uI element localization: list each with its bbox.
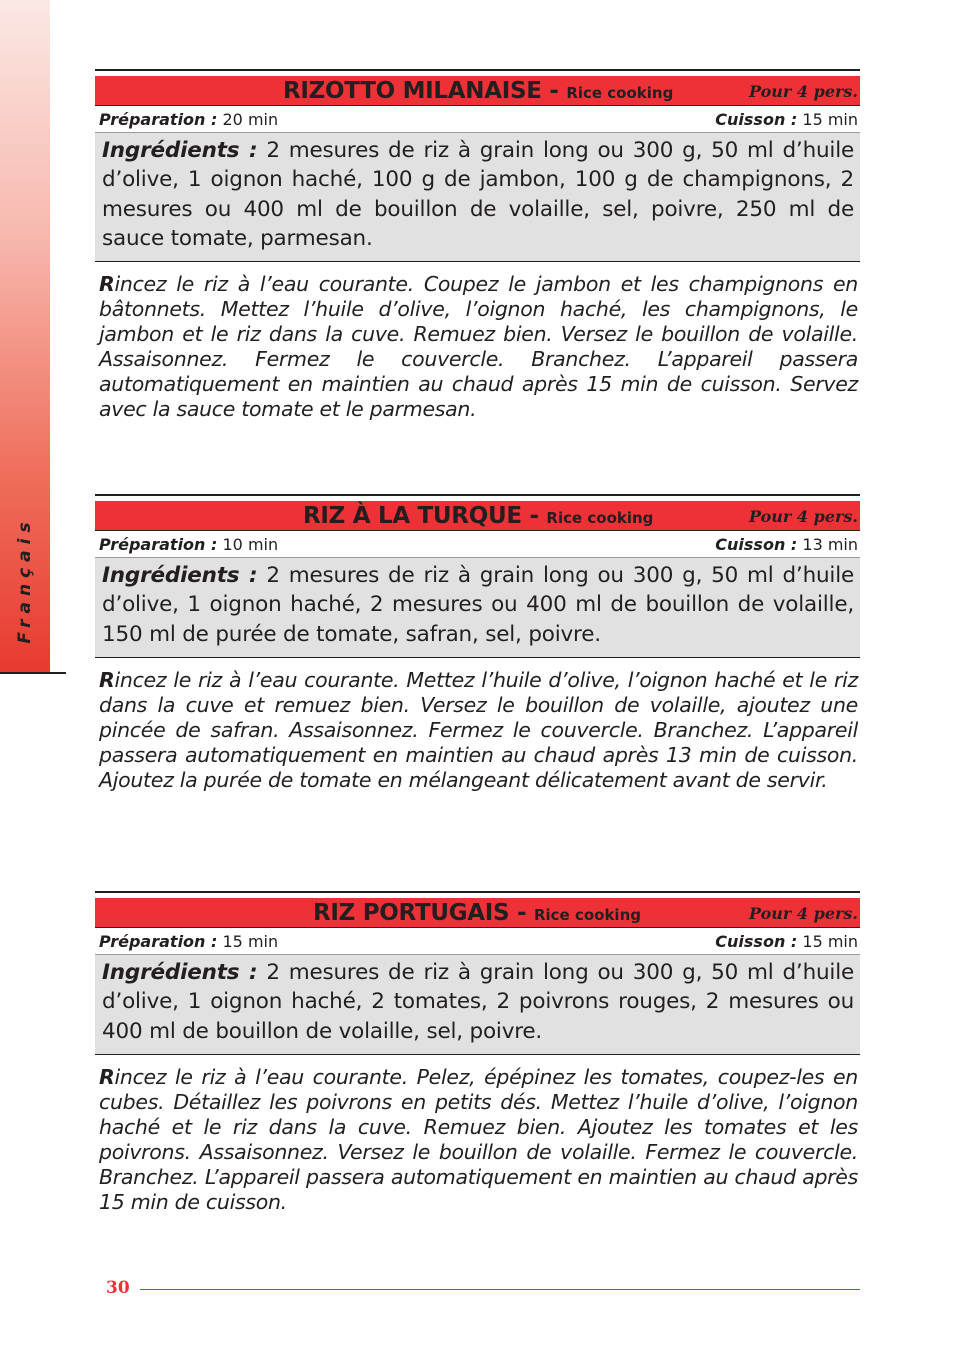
ingredients-text: 2 mesures de riz à grain long ou 300 g, 50 ml d’huile d’olive, 1 oignon haché, 100 g de jambon, 100 g de champignons, 2 mesures ou 400 ml de bouillon de volaille, sel, poivre, 250 ml de sauce tomate, parmesan. [102,138,854,251]
recipe-times [95,106,860,132]
ingredients-label: Ingrédients : [102,563,258,588]
ingredients-label: Ingrédients : [102,138,258,163]
recipe-subtitle: Rice cooking [546,509,654,527]
method-text [95,658,860,793]
ingredients-text: 2 mesures de riz à grain long ou 300 g, 50 ml d’huile d’olive, 1 oignon haché, 2 tomates, 2 poivrons rouges, 2 mesures ou 400 ml de bouillon de volaille, sel, poivre. [102,960,854,1044]
prep-time [99,932,278,951]
recipe-serves: Pour 4 pers. [749,507,858,526]
cook-label: Cuisson : [715,535,798,554]
prep-value: 20 min [217,110,279,129]
footer-rule [140,1289,860,1290]
cook-value: 15 min [797,932,858,951]
ingredients-box [95,132,860,262]
recipe-serves: Pour 4 pers. [749,82,858,101]
cook-value: 13 min [797,535,858,554]
cook-time [715,932,858,951]
prep-value: 10 min [217,535,279,554]
sidebar-divider [0,672,66,674]
recipe-block [95,494,860,793]
recipe-title-text: RIZ À LA TURQUE - [303,503,547,529]
recipe-title [283,78,673,104]
method-body: incez le riz à l’eau courante. Pelez, épépinez les tomates, coupez-les en cubes. Détaillez les poivrons en petits dés. Mettez l’huile d’olive, l’oignon haché et le riz dans la cuve. Remuez bien. Ajoutez les tomates et les poivrons. Assaisonnez. Versez le bouillon de volaille. Fermez le couvercle. Branchez. L’appareil passera automatiquement en maintien au chaud après 15 min de cuisson. [99,1064,858,1214]
ingredients-box [95,954,860,1055]
method-text [95,1055,860,1215]
recipe-title [303,503,653,529]
prep-value: 15 min [217,932,279,951]
recipe-title-text: RIZ PORTUGAIS - [313,900,534,926]
recipe-times [95,531,860,557]
recipe-title-text: RIZOTTO MILANAISE - [283,78,567,104]
ingredients-box [95,557,860,658]
recipe-block [95,891,860,1215]
recipe-block [95,69,860,422]
recipe-title [313,900,641,926]
prep-label: Préparation : [99,110,218,129]
method-initial: R [99,1064,115,1089]
recipe-times [95,928,860,954]
prep-label: Préparation : [99,535,218,554]
method-body: incez le riz à l’eau courante. Mettez l’huile d’olive, l’oignon haché et le riz dans la cuve et remuez bien. Versez le bouillon de volaille, ajoutez une pincée de safran. Assaisonnez. Fermez le couvercle. Branchez. L’appareil passera automatiquement en maintien au chaud après 13 min de cuisson. Ajoutez la purée de tomate en mélangeant délicatement avant de servir. [99,667,858,792]
cook-label: Cuisson : [715,110,798,129]
cook-time [715,110,858,129]
recipe-title-bar [95,501,860,531]
page-number: 30 [106,1278,130,1298]
recipe-title-bar [95,898,860,928]
method-initial: R [99,272,115,297]
ingredients-label: Ingrédients : [102,960,258,985]
recipe-subtitle: Rice cooking [566,84,674,102]
prep-label: Préparation : [99,932,218,951]
language-label: Français [15,516,35,644]
recipe-top-rule [95,494,860,496]
ingredients-text: 2 mesures de riz à grain long ou 300 g, 50 ml d’huile d’olive, 1 oignon haché, 2 mesures ou 400 ml de bouillon de volaille, 150 ml de purée de tomate, safran, sel, poivre. [102,563,854,647]
prep-time [99,110,278,129]
method-initial: R [99,667,115,692]
cook-time [715,535,858,554]
recipe-serves: Pour 4 pers. [749,904,858,923]
cook-value: 15 min [797,110,858,129]
method-text [95,262,860,422]
prep-time [99,535,278,554]
recipe-top-rule [95,69,860,71]
method-body: incez le riz à l’eau courante. Coupez le jambon et les champignons en bâtonnets. Mettez l’huile d’olive, l’oignon haché, les champignons, le jambon et le riz dans la cuve. Remuez bien. Versez le bouillon de volaille. Assaisonnez. Fermez le couvercle. Branchez. L’appareil passera automatiquement en maintien au chaud après 15 min de cuisson. Servez avec la sauce tomate et le parmesan. [99,272,858,422]
cook-label: Cuisson : [715,932,798,951]
recipe-title-bar [95,76,860,106]
recipe-subtitle: Rice cooking [533,906,641,924]
recipe-top-rule [95,891,860,893]
